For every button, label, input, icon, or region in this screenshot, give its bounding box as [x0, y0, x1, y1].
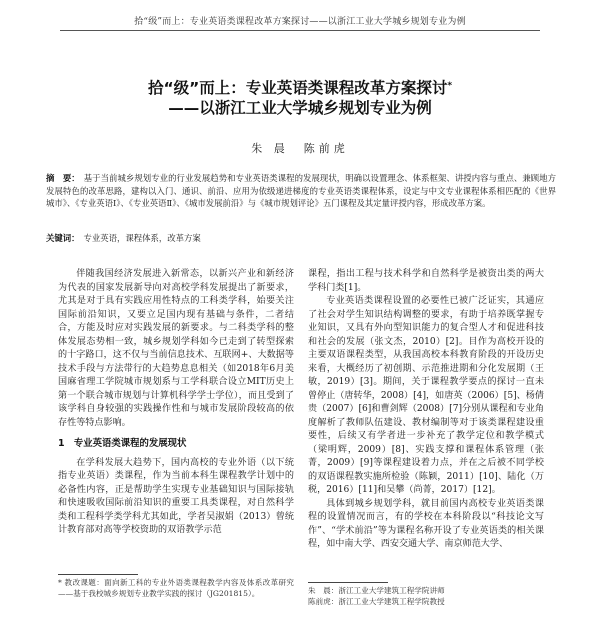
main-title [40, 78, 560, 98]
main-title-text: 拾“级”而上：专业英语类课程改革方案探讨 [147, 79, 448, 97]
title-footnote-mark: * [447, 81, 453, 91]
abstract [46, 172, 556, 210]
right-paragraph-1: 课程，指出工程与技术科学和自然科学是被资出类的两大学科门类[1]。 [308, 269, 544, 293]
abstract-label: 摘 要： [46, 173, 80, 183]
keywords [46, 232, 556, 245]
right-column [308, 268, 544, 552]
authors: 朱 晨 陈前虎 [251, 142, 349, 155]
footnote-rule [58, 574, 138, 575]
author-note [308, 586, 544, 607]
keywords-label: 关键词： [46, 233, 80, 243]
title-block [40, 78, 560, 118]
footnote: * 教改课题：面向新工科的专业外语类课程教学内容及体系改革研究——基于我校城乡规划专业教学实践的探讨（JG201815）。 [58, 578, 294, 598]
left-paragraph-1: 伴随我国经济发展进入新常态，以新兴产业和新经济为代表的国家发展新导向对高校学科发展提出了新要求，尤其是对于具有实践应用性特点的工科类学科，始要关注国际前沿知识，又要立足国内现有基础与条件，二者结合，方能及时应对实践发展的新要求。与二科类学科的整体发展态势相一致，城乡规划学科如今已走到了转型探索的十字路口，这不仅与当前信息技术、互联网+、大数据等技术手段与方法带行的大趋势息息相关（如2018年6月美国麻省理工学院城市规划系与工学科联合设立MIT历史上第一个联合城市规划与计算机科学学士学位），而且受到了该学科自身较强的实践操作性和与城市发展阶段较高的依存性等特点影响。 [58, 269, 294, 428]
author-note-line-1: 朱 晨：浙江工业大学建筑工程学院讲师 [308, 586, 445, 595]
author-note-line-2: 陈前虎：浙江工业大学建筑工程学院教授 [308, 596, 445, 606]
right-paragraph-2: 专业英语类课程设置的必要性已被广泛证实，其通应了社会对学生知识结构调整的要求，有助于培养既掌握专业知识，又具有外向型知识能力的复合型人才和促进科技和社会的发展（张文杰，2010）[2]。目作为高校开设的主要双语课程类型，从我国高校本科教育阶段的开设历史来看，大概经历了初创期、示范推进期和分化发展期（王敏，2019）[3]。期间，关于课程教学要点的探讨一直未曾停止（唐转华，2008）[4]，如唐英（2006）[5]、杨倩贵（2007）[6]和曹剑辉（2008）[7]分别从课程和专业角度解析了教师队伍建设、教材编制等对于该类课程建设重要性，后续又有学者进一步补充了教学定位和教学模式（梁明辉，2009）[8]、实践支撑和课程体系管理（张菁，2009）[9]等课程建设着力点，并在之后被不同学校的双语课程教实施所检验（陈颖，2011）[10]、陆化（万税，2016）[11]和吴攀（尚菁，2017）[12]。 [308, 296, 544, 495]
running-header: 拾“级”而上：专业英语类课程改革方案探讨——以浙江工业大学城乡规划专业为例 [134, 17, 466, 27]
header-rule [60, 30, 540, 31]
right-paragraph-3: 具体到城乡规划学科，就目前国内高校专业英语类课程的设置情况而言，有的学校在本科阶段以“科技论文写作”、“学术前沿”等为课程名称开设了专业英语类的相关课程，如中南大学、西安交通大学、南京师范大学、 [308, 498, 544, 549]
left-paragraph-2: 在学科发展大趋势下，国内高校的专业外语（以下统指专业英语）类课程，作为当前本科生课程教学计划中的必备性内容，正是帮助学生实现专业基础知识与国际接轨和快速吸收国际前沿知识的重要工具类课程，对自然科学类和工程科学类学科尤其如此，学者吴淑娟（2013）曾统计教育部对高等学校资助的双语教学示范 [58, 457, 294, 535]
abstract-text: 基于当前城乡规划专业的行业发展趋势和专业英语类课程的发展现状，明确以设置理念、体系框架、讲授内容与重点、兼顾地方发展特色的改革思路，建构以入门、通识、前沿、应用为依级递进梯度的专业英语类课程体系，设定与中文专业课程体系相匹配的《世界城市》、《专业英语Ⅰ》、《专业英语Ⅱ》、《城市发展前沿》与《城市规划评论》五门课程及其定量评授内容，形成改革方案。 [46, 173, 557, 209]
section-heading: 1 专业英语类课程的发展现状 [58, 438, 187, 449]
author-note-rule [308, 582, 388, 583]
keywords-text: 专业英语，课程体系，改革方案 [83, 233, 201, 243]
sub-title: ——以浙江工业大学城乡规划专业为例 [168, 99, 432, 117]
left-column [58, 268, 294, 538]
